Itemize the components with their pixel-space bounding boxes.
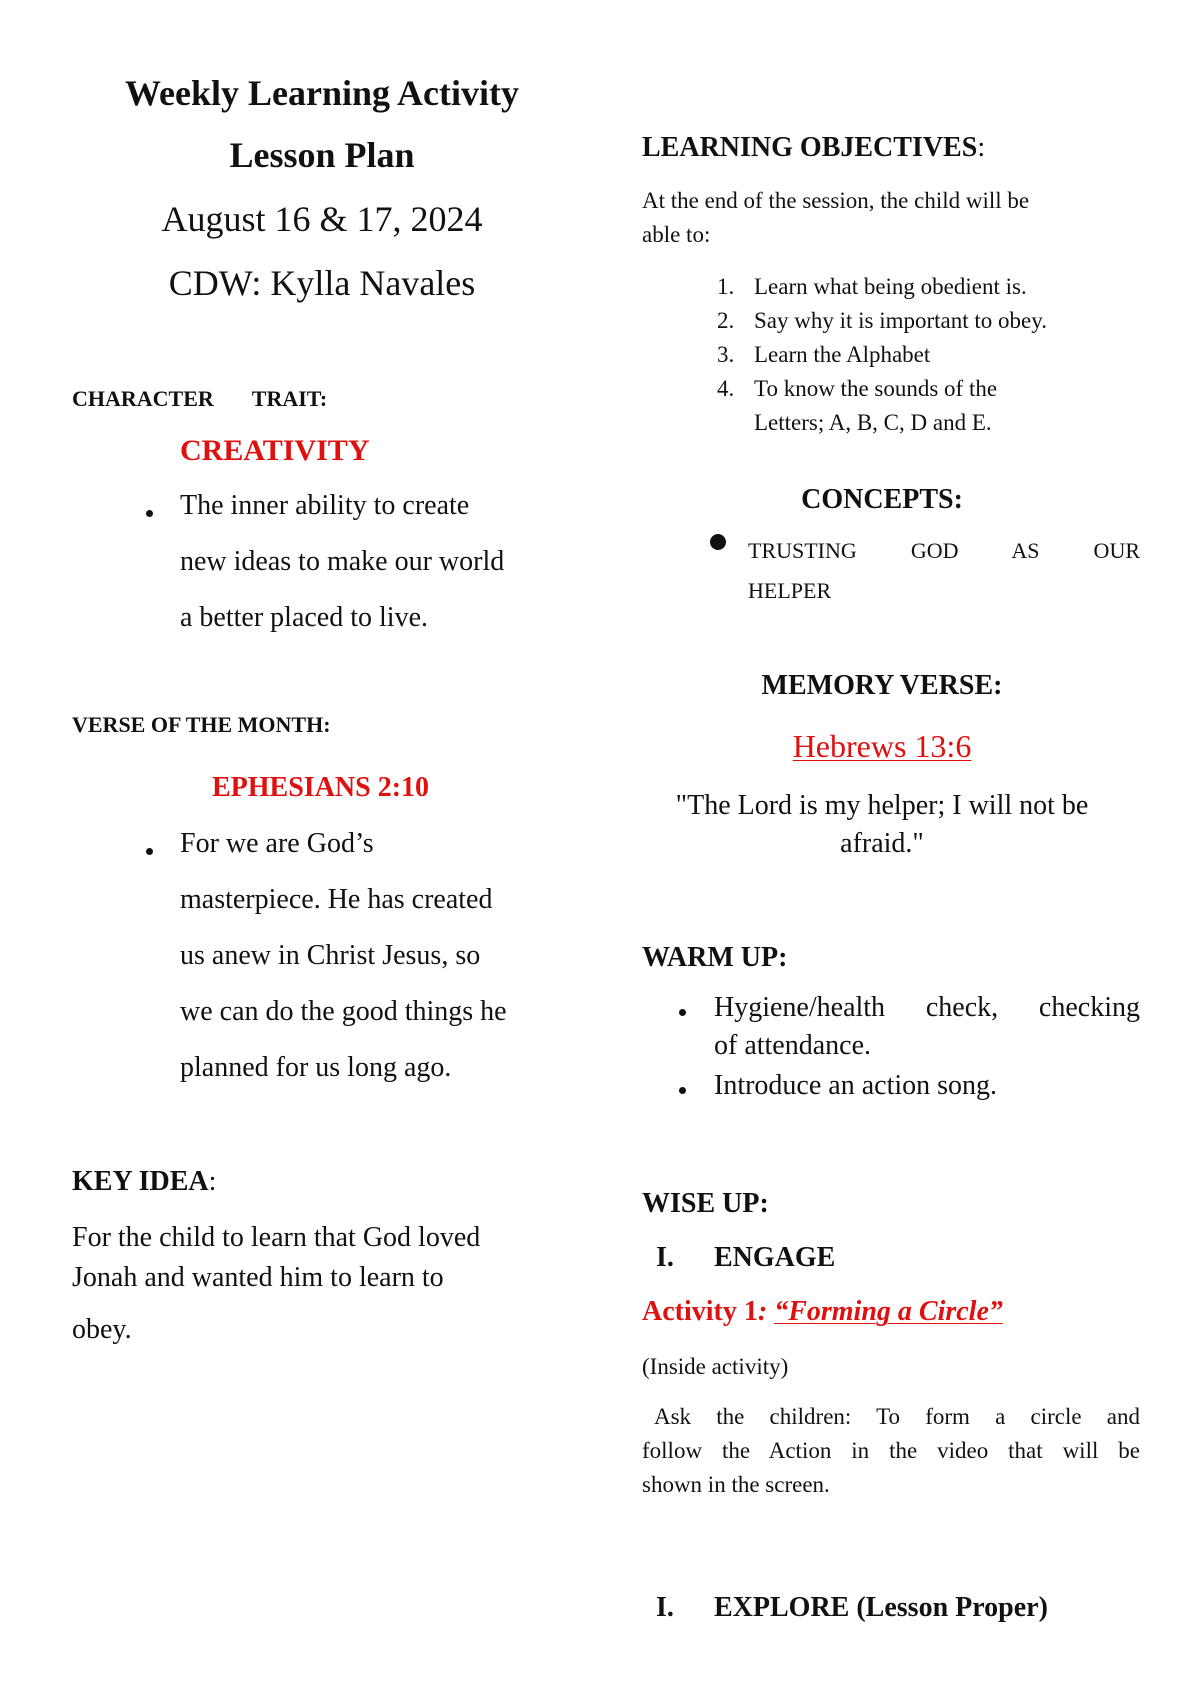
- verse-line: For we are God’s: [180, 828, 374, 859]
- character-trait-line: new ideas to make our world: [180, 546, 505, 577]
- key-idea-line: Jonah and wanted him to learn to: [72, 1262, 444, 1293]
- cdw-name: CDW: Kylla Navales: [168, 263, 476, 303]
- activity-location: (Inside activity): [642, 1354, 789, 1379]
- warm-up-item: Hygiene/health check, checking: [714, 992, 1140, 1023]
- explore-number: I.: [656, 1592, 674, 1623]
- verse-line: masterpiece. He has created: [180, 884, 493, 915]
- warm-up-item: of attendance.: [714, 1030, 872, 1061]
- bullet-icon: [710, 534, 726, 550]
- document-subtitle: Lesson Plan: [229, 135, 415, 175]
- objective-text: Learn what being obedient is.: [754, 274, 1027, 299]
- memory-verse-reference: Hebrews 13:6: [792, 728, 972, 764]
- objectives-intro-line: able to:: [642, 222, 711, 247]
- concept-line: TRUSTING GOD AS OUR: [748, 538, 1140, 563]
- character-trait-value: CREATIVITY: [180, 434, 370, 467]
- objective-text: Say why it is important to obey.: [754, 308, 1048, 333]
- key-idea-line: obey.: [72, 1314, 132, 1345]
- objective-number: 4.: [717, 376, 735, 401]
- wise-up-heading: WISE UP:: [642, 1188, 769, 1219]
- key-idea-line: For the child to learn that God loved: [72, 1222, 481, 1253]
- activity-instructions-line: Ask the children: To form a circle and: [654, 1404, 1140, 1429]
- key-idea-heading: KEY IDEA:: [72, 1166, 217, 1197]
- verse-of-month-heading: VERSE OF THE MONTH:: [72, 712, 331, 737]
- objective-number: 3.: [717, 342, 735, 367]
- verse-line: us anew in Christ Jesus, so: [180, 940, 481, 971]
- bullet-icon: [146, 510, 153, 517]
- bullet-icon: [679, 1087, 686, 1094]
- memory-verse-heading: MEMORY VERSE:: [761, 670, 1003, 701]
- character-trait-heading: CHARACTER TRAIT:: [72, 386, 328, 411]
- objective-text: To know the sounds of the: [754, 376, 998, 401]
- warm-up-item: Introduce an action song.: [714, 1070, 998, 1101]
- verse-line: we can do the good things he: [180, 996, 507, 1027]
- activity-instructions-line: follow the Action in the video that will be: [642, 1438, 1140, 1463]
- document-title: Weekly Learning Activity: [125, 73, 519, 113]
- activity-instructions-line: shown in the screen.: [642, 1472, 830, 1497]
- objective-number: 2.: [717, 308, 735, 333]
- verse-line: planned for us long ago.: [180, 1052, 452, 1083]
- bullet-icon: [679, 1009, 686, 1016]
- learning-objectives-heading: LEARNING OBJECTIVES:: [642, 132, 986, 163]
- explore-label: EXPLORE (Lesson Proper): [714, 1592, 1048, 1623]
- warm-up-heading: WARM UP:: [642, 942, 788, 973]
- memory-verse-quote-line: afraid.": [840, 828, 924, 859]
- memory-verse-quote-line: "The Lord is my helper; I will not be: [675, 790, 1089, 821]
- activity-title: Activity 1: “Forming a Circle”: [642, 1296, 1003, 1327]
- bullet-icon: [146, 848, 153, 855]
- character-trait-line: a better placed to live.: [180, 602, 428, 633]
- engage-label: ENGAGE: [714, 1242, 836, 1273]
- objective-number: 1.: [717, 274, 735, 299]
- verse-of-month-reference: EPHESIANS 2:10: [212, 772, 430, 803]
- concepts-heading: CONCEPTS:: [801, 484, 963, 515]
- concept-line: HELPER: [748, 578, 832, 603]
- lesson-date: August 16 & 17, 2024: [161, 199, 483, 239]
- character-trait-line: The inner ability to create: [180, 490, 470, 521]
- objectives-intro-line: At the end of the session, the child will be: [642, 188, 1030, 213]
- objective-text: Learn the Alphabet: [754, 342, 931, 367]
- engage-number: I.: [656, 1242, 674, 1273]
- objective-text: Letters; A, B, C, D and E.: [754, 410, 992, 435]
